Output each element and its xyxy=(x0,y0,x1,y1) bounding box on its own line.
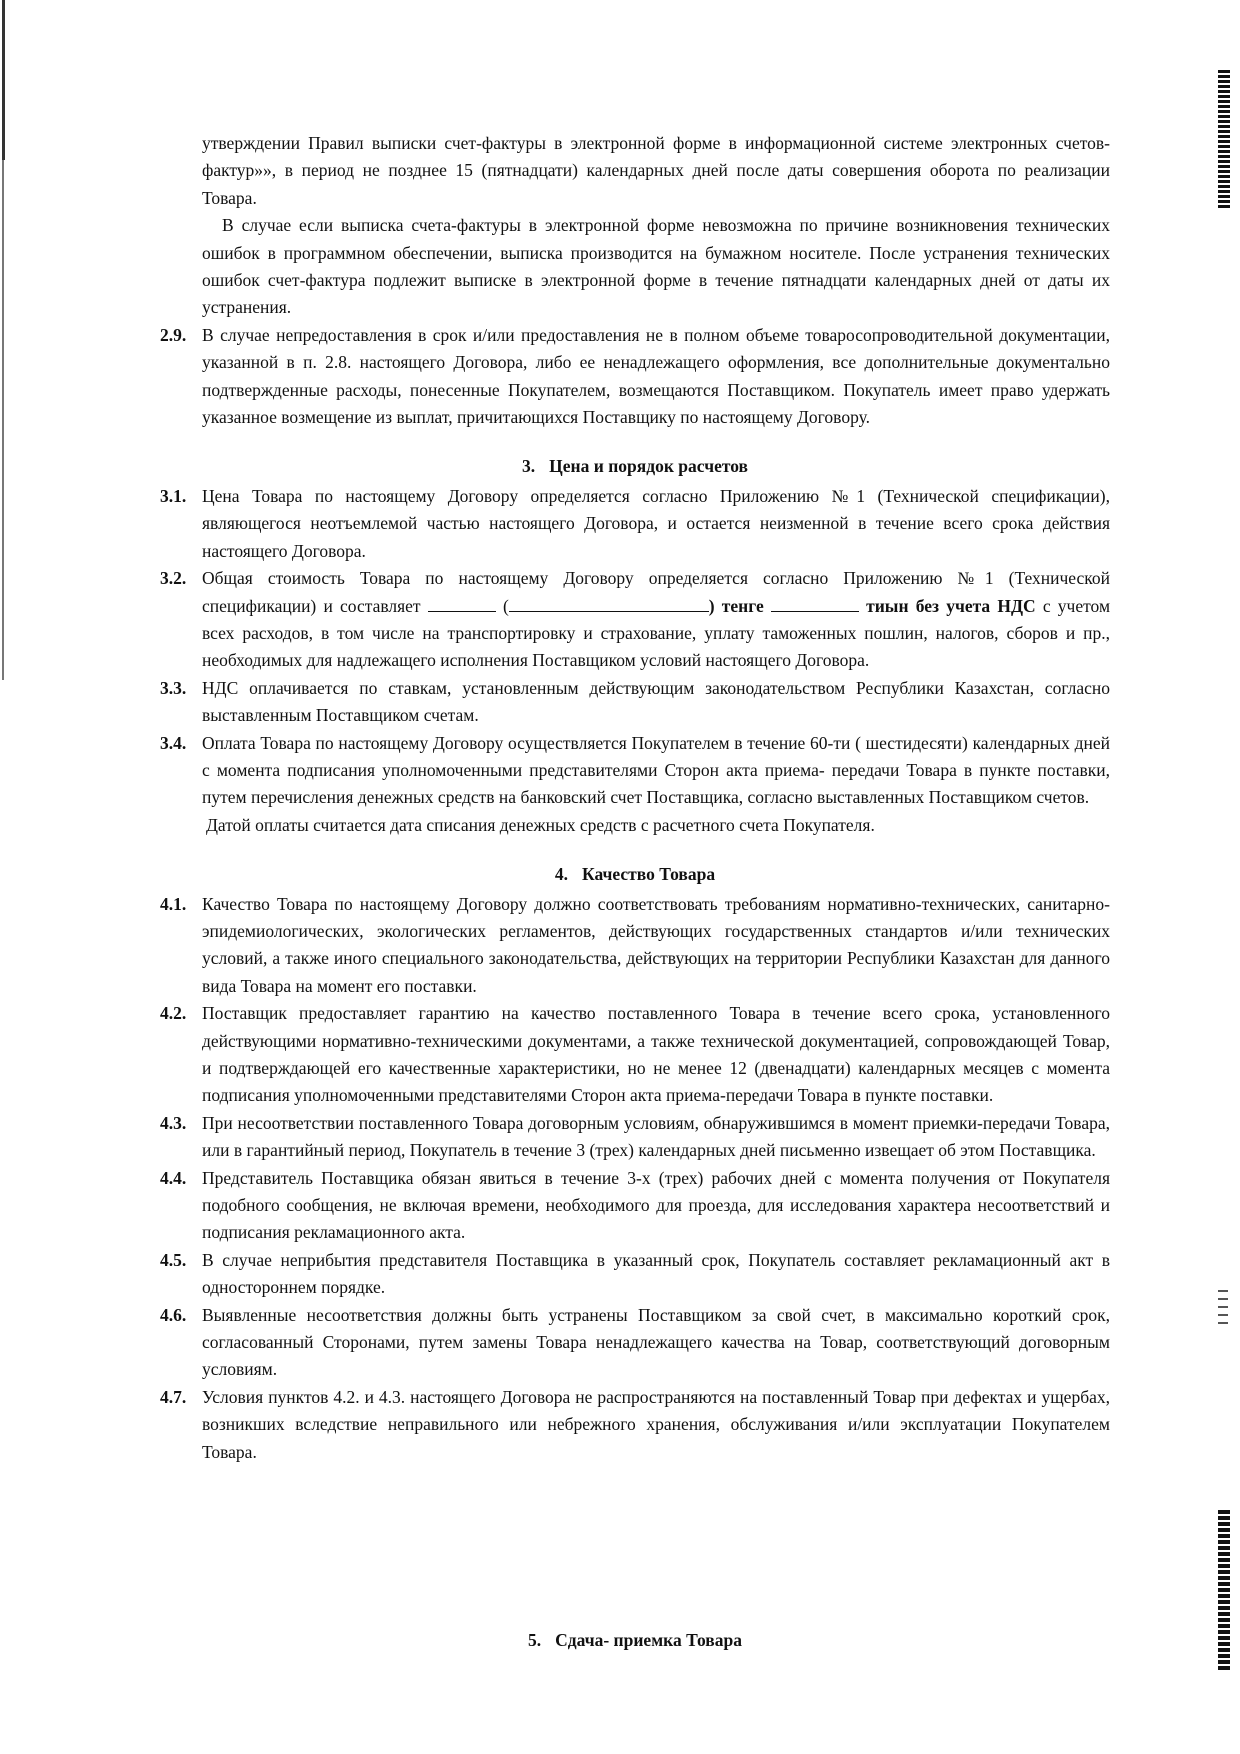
scan-mark-left xyxy=(2,0,5,160)
clause-number: 4.7. xyxy=(160,1386,187,1407)
clause-text: Условия пунктов 4.2. и 4.3. настоящего Договора не распространяются на поставленный Товар при дефектах и ущербах, возникших вследствие неправильного или небрежного хранения, обслуживания и/или эксплуатации Покупателем Товара. xyxy=(202,1386,1110,1462)
clause-number: 4.5. xyxy=(160,1249,187,1270)
clause-text: Поставщик предоставляет гарантию на качество поставленного Товара в течение всего срока, установленного действующими нормативно-техническими документами, а также технической документацией, сопровождающей Товар, и подтверждающей его качественные характеристики, но не менее 12 (двенадцати) календарных месяцев с момента подписания уполномоченными представителями Сторон акта приема-передачи Товара в пункте поставки. xyxy=(202,1003,1110,1106)
clause-number: 3.2. xyxy=(160,568,187,589)
clause-text: Цена Товара по настоящему Договору определяется согласно Приложению №1 (Технической спецификации), являющегося неотъемлемой частью настоящего Договора, и остается неизменной в течение всего срока действия настоящего Договора. xyxy=(202,485,1110,561)
tiyn-label: тиын без учета НДС xyxy=(866,595,1036,616)
payment-date-paragraph: Датой оплаты считается дата списания денежных средств с расчетного счета Покупателя. xyxy=(206,814,875,835)
clause-text: Выявленные несоответствия должны быть устранены Поставщиком за свой счет, в максимально короткий срок, согласованный Сторонами, путем замены Товара ненадлежащего качества на Товар, соответствующий договорным условиям. xyxy=(202,1304,1110,1380)
clause-4-5 xyxy=(160,1247,1110,1302)
paragraph-2-8-tail: утверждении Правил выписки счет-фактуры в электронной форме в информационной системе электронных счетов-фактур»», в период не позднее 15 (пятнадцати) календарных дней после даты совершения оборота по реализации Товара. xyxy=(202,133,1110,208)
clause-number: 4.4. xyxy=(160,1167,187,1188)
clause-text: Качество Товара по настоящему Договору должно соответствовать требованиям нормативно-технических, санитарно-эпидемиологических, экологических регламентов, действующих государственных стандартов и/или технических условий, а также иного специального законодательства, действующих на территории Республики Казахстан для данного вида Товара на момент его поставки. xyxy=(202,893,1110,996)
open-paren: ( xyxy=(502,595,509,616)
section-number: 5. xyxy=(528,1630,542,1650)
clause-text: Оплата Товара по настоящему Договору осуществляется Покупателем в течение 60-ти ( шестидесяти) календарных дней с момента подписания уполномоченными представителями Сторон акта приема- передачи Товара в пункте поставки, путем перечисления денежных средств на банковский счет Поставщика, согласно выставленных Поставщиком счетов. xyxy=(202,732,1110,808)
section-number: 3. xyxy=(522,456,536,477)
clause-3-1 xyxy=(160,483,1110,565)
clause-text: НДС оплачивается по ставкам, установленным действующим законодательством Республики Казахстан, согласно выставленным Поставщиком счетам. xyxy=(202,677,1110,726)
section-heading-3 xyxy=(160,453,1110,480)
clause-3-4 xyxy=(160,730,1110,812)
clause-number: 4.3. xyxy=(160,1112,187,1133)
clause-text: При несоответствии поставленного Товара договорным условиям, обнаружившимся в момент приемки-передачи Товара, или в гарантийный период, Покупатель в течение 3 (трех) календарных дней письменно извещает об этом Поставщика. xyxy=(202,1112,1110,1161)
tenge-label: ) тенге xyxy=(708,595,764,616)
scan-mark-left-2 xyxy=(2,160,4,680)
section-number: 4. xyxy=(554,864,569,885)
clause-number: 4.2. xyxy=(160,1003,187,1024)
section-title: Цена и порядок расчетов xyxy=(549,456,748,477)
clause-4-6 xyxy=(160,1302,1110,1384)
clause-4-7 xyxy=(160,1384,1110,1466)
clause-2-9 xyxy=(160,322,1110,432)
clause-text-part: Общая стоимость Товара по настоящему Договору определяется согласно Приложению №1 (Технической спецификации) и составляет xyxy=(202,568,1110,616)
clause-number: 3.1. xyxy=(160,485,187,506)
clause-4-3 xyxy=(160,1110,1110,1165)
clause-text: В случае непредоставления в срок и/или предоставления не в полном объеме товаросопроводительной документации, указанной в п. 2.8. настоящего Договора, либо ее ненадлежащего оформления, все дополнительные документально подтвержденные расходы, понесенные Покупателем, возмещаются Поставщиком. Покупатель имеет право удержать указанное возмещение из выплат, причитающихся Поставщику по настоящему Договору. xyxy=(202,324,1110,428)
scan-mark-right-3 xyxy=(1218,1290,1228,1330)
clause-text: В случае неприбытия представителя Поставщика в указанный срок, Покупатель составляет рекламационный акт в одностороннем порядке. xyxy=(202,1249,1110,1298)
scan-mark-right-1 xyxy=(1218,70,1230,210)
clause-3-3 xyxy=(160,675,1110,730)
section-title: Качество Товара xyxy=(582,864,716,885)
section-title: Сдача- приемка Товара xyxy=(555,1630,742,1650)
clause-4-1 xyxy=(160,891,1110,1001)
paragraph-2-8-paper: В случае если выписка счета-фактуры в электронной форме невозможна по причине возникновения технических ошибок в программном обеспечении, выписка производится на бумажном носителе. После устранения технических ошибок счет-фактура подлежит выписке в электронной форме в течение пятнадцати календарных дней от даты их устранения. xyxy=(202,215,1110,318)
clause-text-part: с учетом всех расходов, в том числе на транспортировку и страхование, уплату таможенных пошлин, налогов, сборов и пр., необходимых для надлежащего исполнения Поставщиком условий настоящего Договора. xyxy=(202,595,1111,671)
clause-text xyxy=(202,565,1110,675)
amount-words-blank[interactable] xyxy=(509,593,709,612)
clause-4-2 xyxy=(160,1000,1110,1110)
tiyn-blank[interactable] xyxy=(771,593,859,612)
amount-blank[interactable] xyxy=(428,593,496,612)
clause-number: 4.1. xyxy=(160,893,187,914)
section-heading-5 xyxy=(160,1630,1110,1651)
section-heading-4 xyxy=(160,861,1110,888)
clause-3-2 xyxy=(160,565,1110,675)
clause-4-4 xyxy=(160,1165,1110,1247)
document-body xyxy=(160,130,1110,1466)
clause-number: 3.3. xyxy=(160,677,187,698)
clause-number: 2.9. xyxy=(160,324,187,345)
scan-mark-right-2 xyxy=(1218,1510,1230,1670)
clause-text: Представитель Поставщика обязан явиться в течение 3-х (трех) рабочих дней с момента получения от Покупателя подобного сообщения, не включая времени, необходимого для проезда, для исследования характера несоответствий и подписания рекламационного акта. xyxy=(202,1167,1110,1243)
clause-number: 3.4. xyxy=(160,732,187,753)
clause-number: 4.6. xyxy=(160,1304,187,1325)
